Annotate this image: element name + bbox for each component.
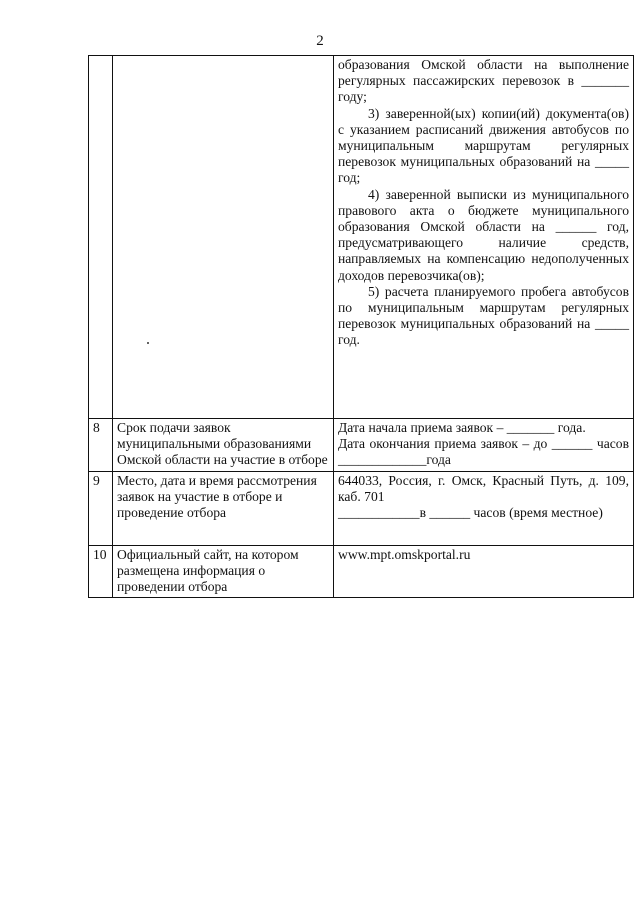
scan-speck [147, 342, 149, 344]
row-name-cell: Официальный сайт, на котором размещена информация о проведении отбора [113, 545, 334, 598]
value-paragraph: 4) заверенной выписки из муниципального правового акта о бюджете муниципального образования Омской области на ______ год, предусматривающего наличие средств, направляемых на компенсацию недополученных доходов перевозчика(ов); [338, 186, 629, 283]
table-row [89, 471, 634, 545]
table-row [89, 545, 634, 598]
row-number-cell: 8 [89, 419, 113, 472]
value-line: 644033, Россия, г. Омск, Красный Путь, д. 109, каб. 701 [338, 472, 629, 504]
row-value-cell [334, 471, 634, 545]
row-name-cell [113, 56, 334, 419]
row-value-cell [334, 419, 634, 472]
website-link[interactable]: www.mpt.omskportal.ru [338, 546, 471, 562]
value-paragraph: образования Омской области на выполнение регулярных пассажирских перевозок в _______ году; [338, 57, 629, 105]
value-paragraph: 5) расчета планируемого пробега автобусов по муниципальным маршрутам регулярных перевозок муниципальных образований на _____ год. [338, 283, 629, 348]
row-number-cell: 9 [89, 471, 113, 545]
row-value-cell [334, 545, 634, 598]
row-value-cell [334, 56, 634, 419]
row-name-cell: Срок подачи заявок муниципальными образованиями Омской области на участие в отборе [113, 419, 334, 472]
row-number-cell: 10 [89, 545, 113, 598]
requirements-table [88, 55, 634, 598]
row-name-cell: Место, дата и время рассмотрения заявок на участие в отборе и проведение отбора [113, 471, 334, 545]
value-line: Дата окончания приема заявок – до ______ часов _____________года [338, 436, 629, 468]
page-number: 2 [316, 33, 324, 49]
table-row [89, 56, 634, 419]
row-number-cell [89, 56, 113, 419]
value-line: ____________в ______ часов (время местное) [338, 505, 603, 521]
value-paragraph: 3) заверенной(ых) копии(ий) документа(ов) с указанием расписаний движения автобусов по муниципальным маршрутам регулярных перевозок муниципальных образований на _____ год; [338, 105, 629, 186]
value-line: Дата начала приема заявок – _______ года. [338, 420, 586, 435]
table-row [89, 419, 634, 472]
